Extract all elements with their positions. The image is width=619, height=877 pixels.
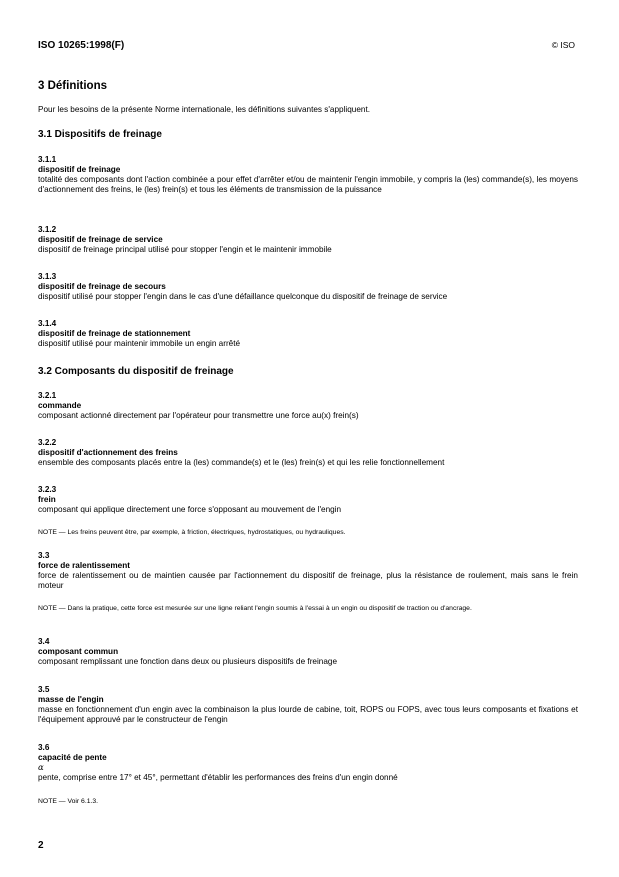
definition-term: capacité de pente bbox=[38, 753, 107, 762]
definition-3-5 bbox=[38, 685, 578, 725]
definition-text: dispositif utilisé pour maintenir immobile un engin arrêté bbox=[38, 339, 241, 348]
definition-term: dispositif de freinage bbox=[38, 165, 121, 174]
note-3-6: NOTE — Voir 6.1.3. bbox=[38, 798, 99, 805]
definition-text: totalité des composants dont l'action combinée a pour effet d'arrêter et/ou de maintenir l'engin immobile, y compris la (les) commande(s), les moyens d'actionnement des freins, le (les) frein(s) et tous les éléments de transmission de la puissance bbox=[38, 175, 578, 194]
definition-text: dispositif utilisé pour stopper l'engin dans le cas d'une défaillance quelconque du dispositif de freinage de service bbox=[38, 292, 448, 301]
definition-symbol: α bbox=[38, 763, 44, 773]
definition-3-6 bbox=[38, 743, 578, 783]
definition-number: 3.1.2 bbox=[38, 225, 57, 234]
definition-text: pente, comprise entre 17° et 45°, permettant d'établir les performances des freins d'un engin donné bbox=[38, 773, 398, 782]
definition-term: dispositif d'actionnement des freins bbox=[38, 448, 178, 457]
definition-term: frein bbox=[38, 495, 56, 504]
standard-reference: ISO 10265:1998(F) bbox=[38, 40, 125, 51]
section-intro: Pour les besoins de la présente Norme internationale, les définitions suivantes s'appliquent. bbox=[38, 105, 370, 114]
definition-number: 3.5 bbox=[38, 685, 50, 694]
definition-text: composant qui applique directement une force s'opposant au mouvement de l'engin bbox=[38, 505, 342, 514]
definition-3-2-3 bbox=[38, 485, 578, 515]
definition-term: dispositif de freinage de service bbox=[38, 235, 163, 244]
copyright-notice: © ISO bbox=[551, 40, 575, 50]
definition-text: masse en fonctionnement d'un engin avec la combinaison la plus lourde de cabine, toit, ROPS ou FOPS, avec tous leurs composants et fixations et l'équipement approuvé par le constructeur de l'engin bbox=[38, 705, 578, 724]
definition-number: 3.6 bbox=[38, 743, 50, 752]
definition-text: composant actionné directement par l'opérateur pour transmettre une force au(x) frein(s) bbox=[38, 411, 359, 420]
definition-number: 3.3 bbox=[38, 551, 50, 560]
definition-term: dispositif de freinage de secours bbox=[38, 282, 166, 291]
definition-term: masse de l'engin bbox=[38, 695, 104, 704]
definition-text: dispositif de freinage principal utilisé pour stopper l'engin et le maintenir immobile bbox=[38, 245, 332, 254]
definition-3-4 bbox=[38, 637, 578, 667]
definition-term: commande bbox=[38, 401, 82, 410]
page-number: 2 bbox=[38, 840, 44, 851]
definition-3-2-1 bbox=[38, 391, 578, 421]
definition-number: 3.1.4 bbox=[38, 319, 57, 328]
definition-number: 3.1.3 bbox=[38, 272, 57, 281]
subsection-heading-3-1: 3.1 Dispositifs de freinage bbox=[38, 129, 162, 140]
definition-3-1-1 bbox=[38, 155, 578, 195]
definition-number: 3.2.3 bbox=[38, 485, 57, 494]
definition-text: force de ralentissement ou de maintien causée par l'actionnement du dispositif de freinage, plus la résistance de roulement, mais sans le frein moteur bbox=[38, 571, 578, 590]
definition-text: composant remplissant une fonction dans deux ou plusieurs dispositifs de freinage bbox=[38, 657, 338, 666]
definition-text: ensemble des composants placés entre la (les) commande(s) et le (les) frein(s) et qui les relie fonctionnellement bbox=[38, 458, 445, 467]
definition-3-1-3 bbox=[38, 272, 578, 302]
definition-term: composant commun bbox=[38, 647, 119, 656]
definition-3-3 bbox=[38, 551, 578, 591]
definition-3-1-2 bbox=[38, 225, 578, 255]
subsection-heading-3-2: 3.2 Composants du dispositif de freinage bbox=[38, 366, 234, 377]
definition-number: 3.4 bbox=[38, 637, 50, 646]
definition-number: 3.2.2 bbox=[38, 438, 57, 447]
definition-number: 3.1.1 bbox=[38, 155, 57, 164]
definition-3-1-4 bbox=[38, 319, 578, 349]
definition-term: force de ralentissement bbox=[38, 561, 130, 570]
note-3-2-3: NOTE — Les freins peuvent être, par exemple, à friction, électriques, hydrostatiques, ou hydrauliques. bbox=[38, 529, 346, 536]
definition-term: dispositif de freinage de stationnement bbox=[38, 329, 191, 338]
definition-number: 3.2.1 bbox=[38, 391, 57, 400]
definition-3-2-2 bbox=[38, 438, 578, 468]
section-heading-3: 3 Définitions bbox=[38, 80, 108, 92]
note-3-3: NOTE — Dans la pratique, cette force est mesurée sur une ligne reliant l'engin soumis à l'essai à un engin ou dispositif de traction ou d'ancrage. bbox=[38, 605, 472, 612]
